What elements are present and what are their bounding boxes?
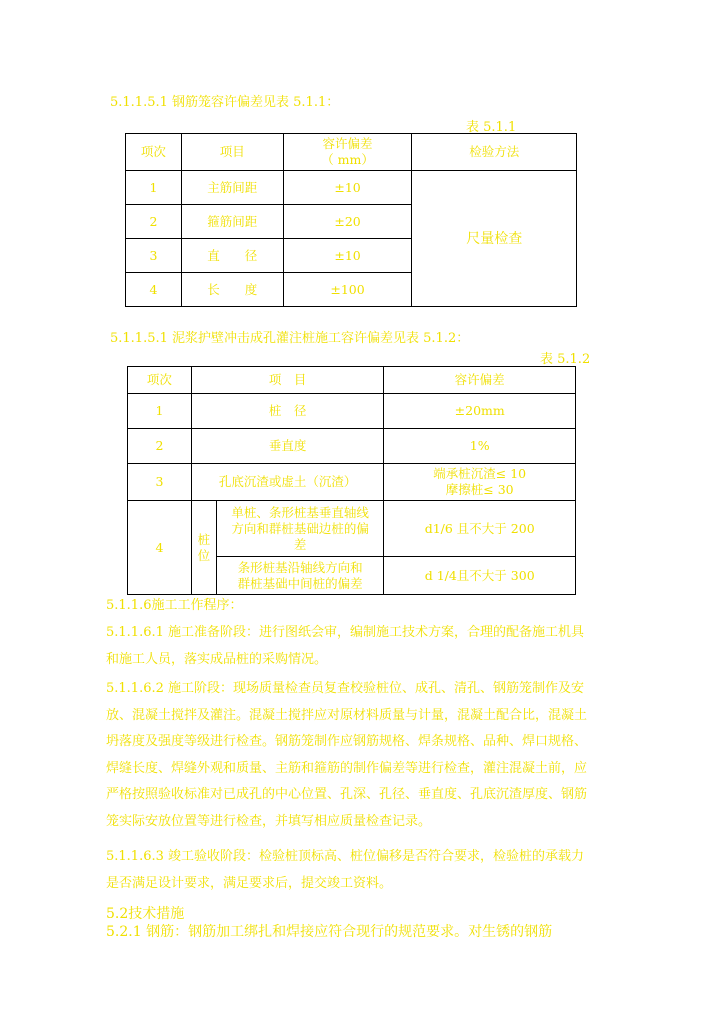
paragraph-line: 坍落度及强度等级进行检查。钢筋笼制作应钢筋规格、焊条规格、品种、焊口规格、 bbox=[106, 734, 588, 749]
header-cell bbox=[283, 134, 412, 171]
group-cell bbox=[191, 501, 216, 595]
table-cell bbox=[384, 464, 576, 501]
table-cell: 4 bbox=[128, 501, 192, 595]
table-cell: 长 度 bbox=[181, 273, 283, 307]
paragraph-line: 笼实际安放位置等进行检查，并填写相应质量检查记录。 bbox=[106, 813, 432, 829]
table-cell: ±20 bbox=[283, 205, 412, 239]
table-cell: 1% bbox=[384, 429, 576, 464]
table-cell bbox=[216, 501, 384, 557]
table2-intro: 5.1.1.5.1 泥浆护壁冲击成孔灌注桩施工容许偏差见表 5.1.2： bbox=[110, 331, 470, 346]
table-cell: 孔底沉渣或虚土（沉渣） bbox=[191, 464, 384, 501]
table-cell: 1 bbox=[126, 171, 182, 205]
cell-line: 群桩基础中间桩的偏差 bbox=[237, 575, 363, 591]
cell-line: 摩擦桩≤ 30 bbox=[445, 482, 514, 497]
table-cell: 直 径 bbox=[181, 239, 283, 273]
cell-line: 桩 bbox=[197, 531, 211, 547]
paragraph-line: 5.1.1.6.1 施工准备阶段：进行图纸会审，编制施工技术方案，合理的配备施工机具 bbox=[106, 625, 585, 640]
method-cell: 尺量检查 bbox=[412, 171, 577, 307]
header-cell: 项次 bbox=[128, 367, 192, 394]
section-heading-5-2: 5.2技术措施 bbox=[106, 906, 185, 922]
cell-line: 单桩、条形桩基垂直轴线 bbox=[231, 504, 369, 520]
table-cell: 2 bbox=[128, 429, 192, 464]
paragraph-line: 严格按照验收标准对已成孔的中心位置、孔深、孔径、垂直度、孔底沉渣厚度、钢筋 bbox=[106, 787, 588, 802]
paragraph-5-1-1-6-3 bbox=[106, 844, 584, 897]
paragraph-line: 是否满足设计要求，满足要求后，提交竣工资料。 bbox=[106, 875, 393, 891]
header-cell: 项次 bbox=[126, 134, 182, 171]
table-cell: d1/6 且不大于 200 bbox=[384, 501, 576, 557]
header-cell: 容许偏差 bbox=[384, 367, 576, 394]
cell-line: 差 bbox=[293, 536, 307, 552]
table1-intro: 5.1.1.5.1 钢筋笼容许偏差见表 5.1.1： bbox=[110, 95, 340, 110]
paragraph-line: 和施工人员，落实成品桩的采购情况。 bbox=[106, 651, 328, 667]
table-cell: 2 bbox=[126, 205, 182, 239]
table1-caption: 表 5.1.1 bbox=[466, 120, 517, 135]
header-cell-line: （ mm） bbox=[321, 152, 374, 167]
header-cell: 项 目 bbox=[191, 367, 384, 394]
header-cell-line: 容许偏差 bbox=[322, 136, 373, 151]
paragraph-5-1-1-6-2 bbox=[106, 676, 587, 835]
cell-line: 位 bbox=[197, 547, 211, 563]
table-cell: d 1/4且不大于 300 bbox=[384, 557, 576, 595]
paragraph-5-1-1-6-1 bbox=[106, 620, 584, 673]
table-cell: ±10 bbox=[283, 239, 412, 273]
cell-line: 方向和群桩基础边桩的偏 bbox=[231, 520, 369, 536]
table-cell: 箍筋间距 bbox=[181, 205, 283, 239]
table-cell: 3 bbox=[128, 464, 192, 501]
table-cell: 1 bbox=[128, 394, 192, 429]
table-cell: 4 bbox=[126, 273, 182, 307]
table-5-1-2 bbox=[127, 366, 576, 595]
section-heading-5-1-1-6: 5.1.1.6施工工作程序： bbox=[106, 598, 243, 613]
table-cell: 桩 径 bbox=[191, 394, 384, 429]
cell-line: 条形桩基沿轴线方向和 bbox=[237, 559, 363, 575]
paragraph-line: 5.1.1.6.2 施工阶段：现场质量检查员复查校验桩位、成孔、清孔、钢筋笼制作及安 bbox=[106, 681, 585, 696]
paragraph-5-2-1: 5.2.1 钢筋：钢筋加工绑扎和焊接应符合现行的规范要求。对生锈的钢筋 bbox=[106, 924, 553, 940]
table-cell: ±100 bbox=[283, 273, 412, 307]
cell-line: 端承桩沉渣≤ 10 bbox=[433, 466, 527, 481]
table-cell: ±10 bbox=[283, 171, 412, 205]
table-cell: 3 bbox=[126, 239, 182, 273]
header-cell: 项目 bbox=[181, 134, 283, 171]
table2-caption: 表 5.1.2 bbox=[540, 352, 591, 367]
table-cell: 垂直度 bbox=[191, 429, 384, 464]
header-cell: 检验方法 bbox=[412, 134, 577, 171]
table-cell: 主筋间距 bbox=[181, 171, 283, 205]
table-5-1-1 bbox=[125, 133, 577, 307]
paragraph-line: 放、混凝土搅拌及灌注。混凝土搅拌应对原材料质量与计量，混凝土配合比，混凝土 bbox=[106, 707, 588, 723]
paragraph-line: 焊缝长度、焊缝外观和质量、主筋和箍筋的制作偏差等进行检查，灌注混凝土前，应 bbox=[106, 760, 588, 776]
paragraph-line: 5.1.1.6.3 竣工验收阶段：检验桩顶标高、桩位偏移是否符合要求，检验桩的承载力 bbox=[106, 849, 585, 864]
table-cell: ±20mm bbox=[384, 394, 576, 429]
table-cell bbox=[216, 557, 384, 595]
